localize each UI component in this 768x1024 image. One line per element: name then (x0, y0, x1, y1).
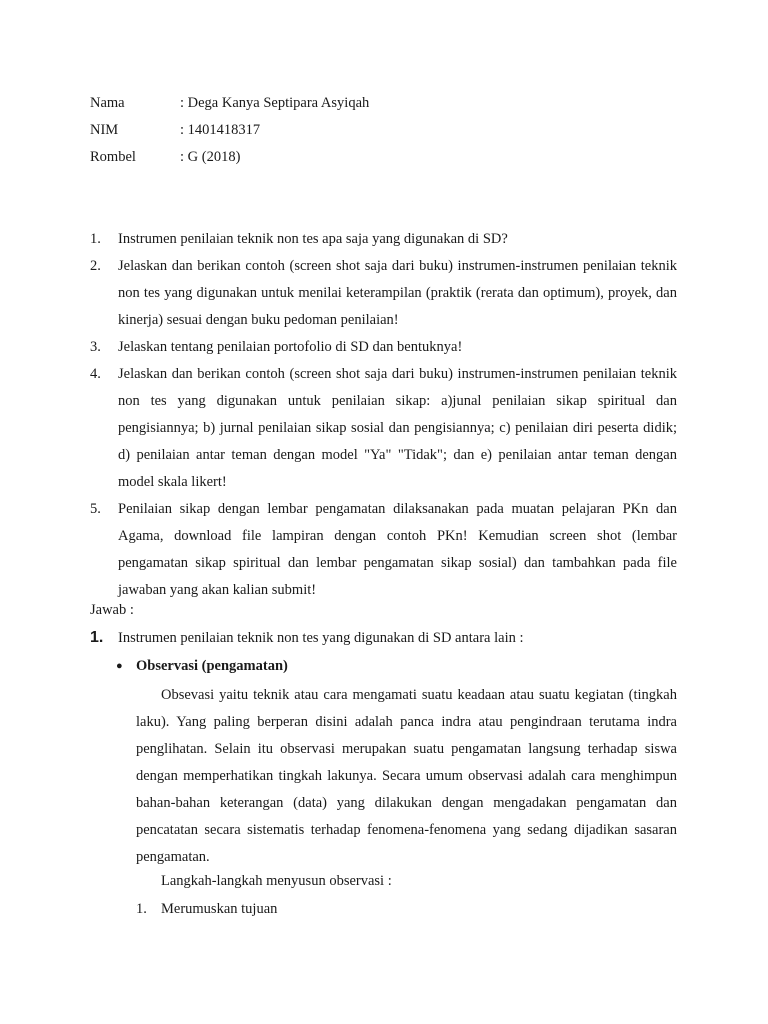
question-number: 5. (90, 501, 101, 517)
answer-heading: Jawab : (90, 602, 134, 618)
question-item (90, 334, 677, 361)
info-value: : Dega Kanya Septipara Asyiqah (180, 95, 370, 111)
question-item (90, 226, 677, 253)
observasi-paragraph: Obsevasi yaitu teknik atau cara mengamati suatu keadaan atau suatu kegiatan (tingkah laku). Yang paling berperan disini adalah panca indra atau pengindraan terutama indra penglihatan. Selain itu observasi merupakan suatu pengamatan langsung terhadap siswa dengan memperhatikan tingkah lakunya. Secara umum observasi adalah cara menghimpun bahan-bahan keterangan (data) yang dilakukan dengan mengadakan pengamatan dan pencatatan secara sistematis terhadap fenomena-fenomena yang sedang dijadikan sasaran pengamatan. (136, 687, 677, 865)
question-text: Jelaskan dan berikan contoh (screen shot saja dari buku) instrumen-instrumen penilaian teknik non tes yang digunakan untuk menilai keterampilan (praktik (rerata dan optimum), proyek, dan kinerja) sesuai dengan buku pedoman penilaian! (118, 258, 677, 328)
question-item (90, 496, 677, 604)
answer-number: 1. (90, 629, 104, 646)
step-text: Merumuskan tujuan (161, 901, 278, 917)
question-text: Instrumen penilaian teknik non tes apa saja yang digunakan di SD? (118, 231, 508, 247)
info-label: NIM (90, 122, 119, 138)
question-text: Jelaskan dan berikan contoh (screen shot saja dari buku) instrumen-instrumen penilaian teknik non tes yang digunakan untuk penilaian sikap: a)junal penilaian sikap spiritual dan pengisiannya; b) jurnal penilaian sikap sosial dan pengisiannya; c) penilaian diri peserta didik; d) penilaian antar teman dengan model "Ya" "Tidak"; dan e) penilaian antar teman dengan model skala likert! (118, 366, 677, 490)
step-number: 1. (136, 901, 147, 917)
steps-intro: Langkah-langkah menyusun observasi : (161, 873, 392, 889)
info-value: : 1401418317 (180, 122, 261, 138)
info-label: Nama (90, 95, 125, 111)
question-number: 1. (90, 231, 101, 247)
info-value: : G (2018) (180, 149, 241, 165)
info-label: Rombel (90, 149, 136, 165)
question-text: Jelaskan tentang penilaian portofolio di SD dan bentuknya! (118, 339, 463, 355)
question-number: 3. (90, 339, 101, 355)
question-item (90, 361, 677, 496)
question-text: Penilaian sikap dengan lembar pengamatan dilaksanakan pada muatan pelajaran PKn dan Agama, download file lampiran dengan contoh PKn! Kemudian screen shot (lembar pengamatan sikap spiritual dan lembar pengamatan sikap sosial) dan tambahkan pada file jawaban yang akan kalian submit! (118, 501, 677, 598)
bullet-icon: ● (116, 660, 123, 672)
answer-text: Instrumen penilaian teknik non tes yang digunakan di SD antara lain : (118, 630, 524, 646)
question-list (90, 226, 677, 604)
question-number: 4. (90, 366, 101, 382)
bullet-title: Observasi (pengamatan) (136, 658, 288, 674)
question-number: 2. (90, 258, 101, 274)
question-item (90, 253, 677, 334)
